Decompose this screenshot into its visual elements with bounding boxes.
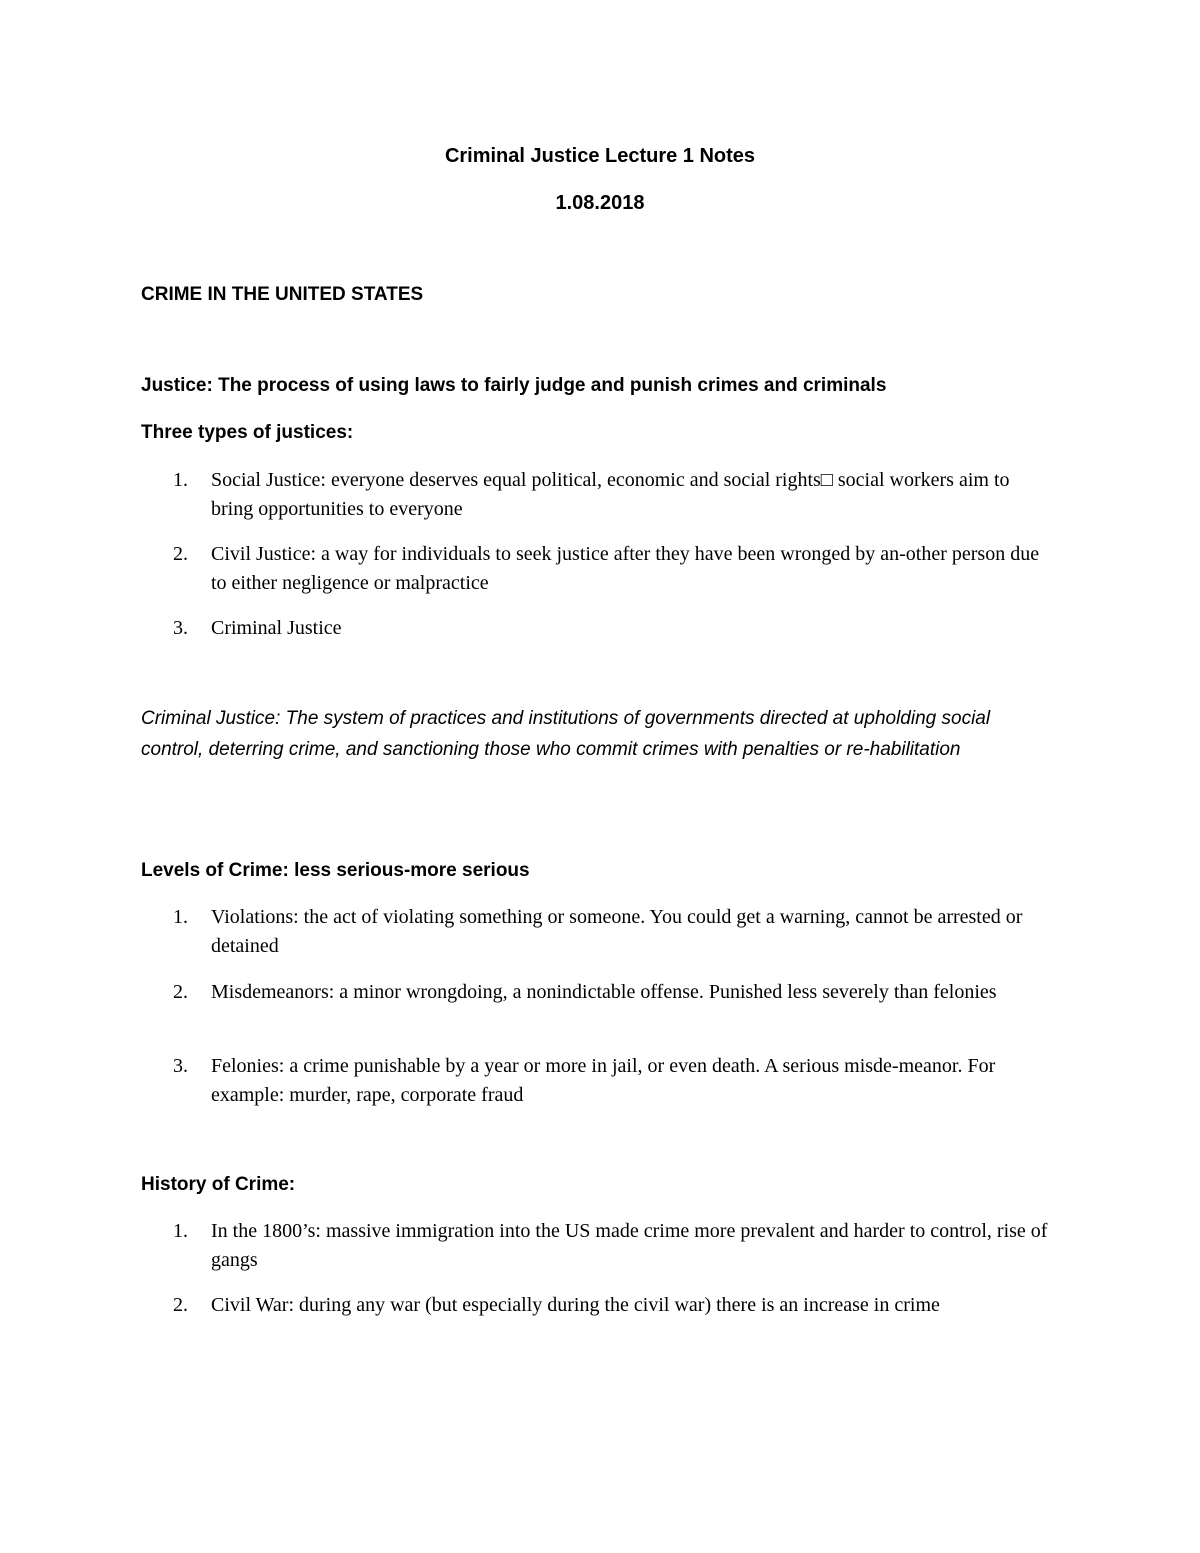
list-item bbox=[173, 1217, 1053, 1275]
section-heading: CRIME IN THE UNITED STATES bbox=[141, 284, 424, 305]
list-number: 1. bbox=[173, 469, 188, 491]
list-item bbox=[173, 614, 1053, 643]
list-text: Social Justice: everyone deserves equal political, economic and social rights□ social workers aim to bring opportunities to everyone bbox=[211, 469, 1010, 520]
list-text: Misdemeanors: a minor wrongdoing, a nonindictable offense. Punished less severely than felonies bbox=[211, 981, 997, 1003]
list-number: 2. bbox=[173, 981, 188, 1003]
history-heading: History of Crime: bbox=[141, 1174, 296, 1195]
list-text: Criminal Justice bbox=[211, 617, 342, 639]
list-number: 2. bbox=[173, 543, 188, 565]
types-heading: Three types of justices: bbox=[141, 422, 354, 443]
list-item bbox=[173, 466, 1053, 524]
list-text: Civil War: during any war (but especially during the civil war) there is an increase in crime bbox=[211, 1294, 940, 1316]
list-item bbox=[173, 978, 1053, 1007]
document-title: Criminal Justice Lecture 1 Notes bbox=[444, 145, 756, 167]
list-item bbox=[173, 1052, 1053, 1110]
list-number: 3. bbox=[173, 617, 188, 639]
list-text: Civil Justice: a way for individuals to seek justice after they have been wronged by an-other person due to either negligence or malpractice bbox=[211, 543, 1040, 594]
levels-heading: Levels of Crime: less serious-more serious bbox=[141, 860, 530, 881]
list-text: Violations: the act of violating something or someone. You could get a warning, cannot be arrested or detained bbox=[211, 906, 1023, 957]
list-item bbox=[173, 540, 1053, 598]
list-item bbox=[173, 1291, 1053, 1320]
list-number: 3. bbox=[173, 1055, 188, 1077]
list-number: 1. bbox=[173, 906, 188, 928]
list-item bbox=[173, 903, 1053, 961]
document-date: 1.08.2018 bbox=[555, 192, 645, 214]
list-text: In the 1800’s: massive immigration into the US made crime more prevalent and harder to control, rise of gangs bbox=[211, 1220, 1048, 1271]
list-number: 1. bbox=[173, 1220, 188, 1242]
criminal-justice-definition: Criminal Justice: The system of practices and institutions of governments directed at upholding social control, deterring crime, and sanctioning those who commit crimes with penalties or re-habilitation bbox=[141, 708, 991, 760]
justice-definition: Justice: The process of using laws to fairly judge and punish crimes and criminals bbox=[141, 375, 887, 396]
list-text: Felonies: a crime punishable by a year or more in jail, or even death. A serious misde-meanor. For example: murder, rape, corporate fraud bbox=[211, 1055, 996, 1106]
list-number: 2. bbox=[173, 1294, 188, 1316]
